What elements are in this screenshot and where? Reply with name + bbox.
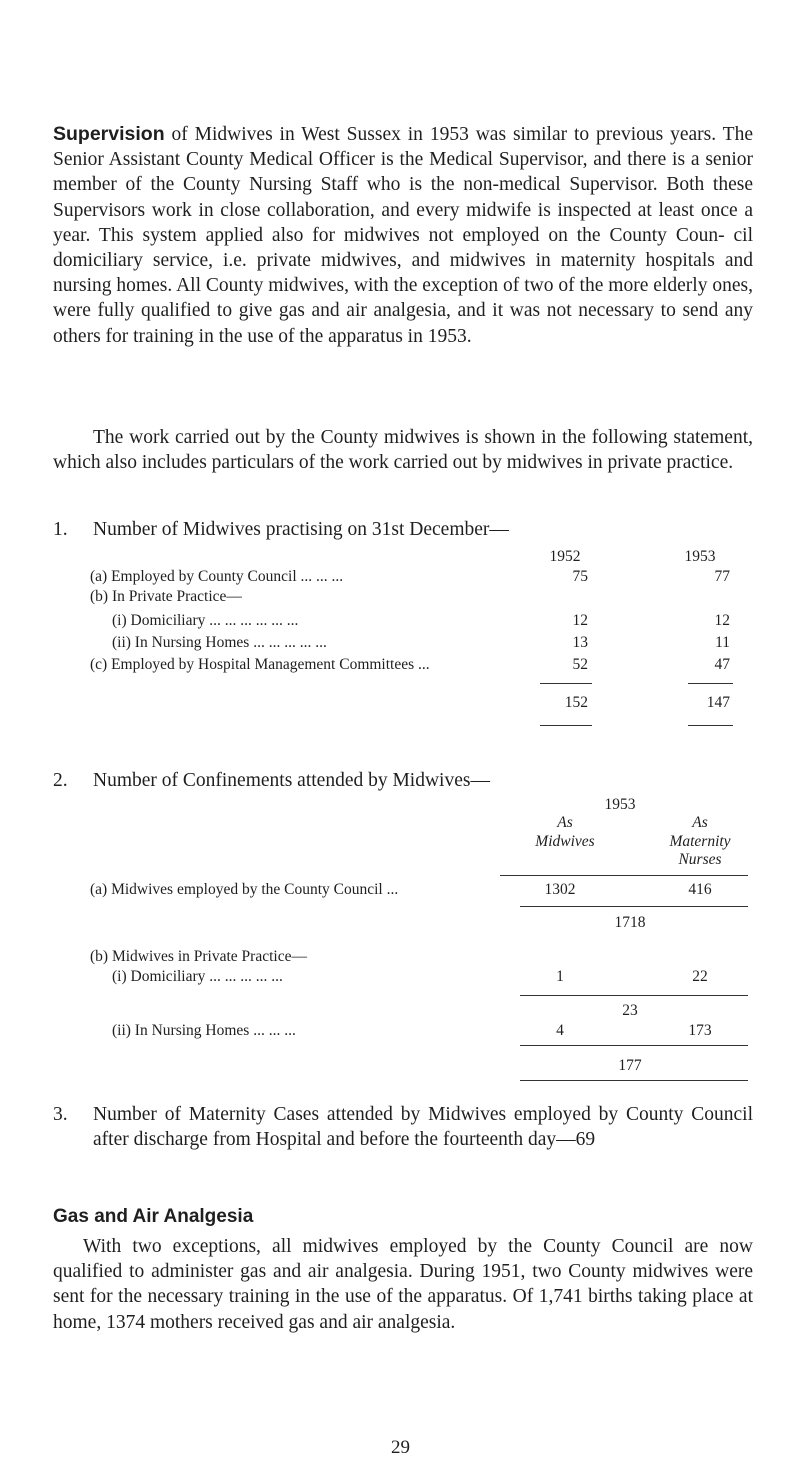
divider [520, 906, 748, 907]
col-maternity-line2: Maternity [669, 833, 731, 850]
row-value-maternity: 416 [688, 881, 712, 898]
row-value-midwives: 4 [556, 1022, 564, 1039]
row-total: 1718 [614, 914, 646, 931]
intro-lead: Supervision [53, 123, 165, 145]
row-label: (a) Midwives employed by the County Council ... [90, 881, 399, 898]
row-value-1952: 13 [572, 634, 588, 651]
row-label: (ii) In Nursing Homes ... ... ... [112, 1022, 296, 1039]
divider [540, 683, 592, 684]
section2-heading [53, 768, 773, 793]
total-1953: 147 [706, 694, 730, 711]
work-intro-paragraph [53, 425, 753, 475]
row-value-1952: 75 [572, 568, 588, 585]
row-value-maternity: 173 [688, 1022, 712, 1039]
row-value-1952: 52 [572, 656, 588, 673]
intro-text: of Midwives in West Sussex in 1953 was similar to previous years. The Senior Assistant County Medical Officer is the Medical Supervisor, and there is a senior member of the County Nursing Staff who is the non-medical Supervisor. Both these Supervisors work in close collaboration, and every midwife is inspected at least once a year. This system applied also for midwives not employed on the County Coun- cil domiciliary service, i.e. private midwives, and midwives in maternity hospitals and nursing homes. All County midwives, with the exception of two of the more elderly ones, were fully qualified to give gas and air analgesia, and it was not necessary to send any others for training in the use of the apparatus in 1953. [53, 124, 753, 347]
gas-paragraph [53, 1234, 753, 1335]
row-label: (i) Domiciliary ... ... ... ... ... ... [112, 612, 299, 629]
col-midwives-line1: As [557, 814, 573, 831]
divider [688, 725, 733, 726]
table-row [0, 633, 801, 653]
page-number: 29 [391, 1437, 410, 1458]
row-label: (b) Midwives in Private Practice— [90, 948, 307, 965]
section3 [53, 1102, 753, 1152]
row-total: 23 [622, 1002, 638, 1019]
row-value-1953: 47 [714, 656, 730, 673]
row-value-maternity: 22 [692, 968, 708, 985]
divider [540, 725, 592, 726]
intro-paragraph [53, 122, 753, 349]
table-total-row [0, 693, 801, 713]
row-label: (a) Employed by County Council ... ... ... [90, 568, 344, 585]
divider [520, 1080, 748, 1081]
row-value-midwives: 1302 [544, 881, 576, 898]
section2-title: Number of Confinements attended by Midwives— [93, 770, 490, 791]
row-value-1953: 12 [714, 612, 730, 629]
section1-col-1952: 1952 [549, 548, 581, 565]
section1-heading [53, 517, 773, 542]
section1-col-1953: 1953 [684, 548, 716, 565]
section3-number: 3. [53, 1104, 68, 1125]
row-label: (c) Employed by Hospital Management Committees ... [90, 656, 430, 673]
col-maternity-line3: Nurses [678, 851, 722, 868]
work-intro-text: The work carried out by the County midwives is shown in the following statement, which also includes particulars of the work carried out by midwives in private practice. [53, 427, 753, 474]
gas-heading: Gas and Air Analgesia [53, 1206, 254, 1227]
col-midwives-line2: Midwives [535, 833, 595, 850]
row-value-1953: 77 [714, 568, 730, 585]
divider [520, 1045, 748, 1046]
table-row [0, 587, 801, 607]
table-row [0, 1021, 801, 1041]
row-total: 177 [618, 1057, 642, 1074]
row-label: (ii) In Nursing Homes ... ... ... ... ... [112, 634, 327, 651]
section2-number: 2. [53, 770, 68, 791]
table-row [0, 567, 801, 587]
row-value-1952: 12 [572, 612, 588, 629]
table-row [0, 967, 801, 987]
divider [688, 683, 733, 684]
divider [500, 875, 748, 876]
table-row [0, 880, 801, 900]
row-label: (i) Domiciliary ... ... ... ... ... [112, 968, 283, 985]
row-label: (b) In Private Practice— [90, 588, 242, 605]
row-value-1953: 11 [715, 634, 730, 651]
section1-title: Number of Midwives practising on 31st December— [93, 519, 509, 540]
divider [520, 995, 748, 996]
table-row [0, 611, 801, 631]
table-row [0, 655, 801, 675]
gas-text: With two exceptions, all midwives employed by the County Council are now qualified to administer gas and air analgesia. During 1951, two County midwives were sent for the necessary training in the use of the apparatus. Of 1,741 births taking place at home, 1374 mothers received gas and air analgesia. [53, 1236, 753, 1333]
row-value-midwives: 1 [556, 968, 564, 985]
section3-text: Number of Maternity Cases attended by Midwives employed by County Council after discharge from Hospital and before the fourteenth day—69 [93, 1104, 753, 1150]
section1-number: 1. [53, 519, 68, 540]
total-1952: 152 [564, 694, 588, 711]
section2-year: 1953 [604, 796, 636, 813]
table-row [0, 947, 801, 967]
col-maternity-line1: As [692, 814, 708, 831]
